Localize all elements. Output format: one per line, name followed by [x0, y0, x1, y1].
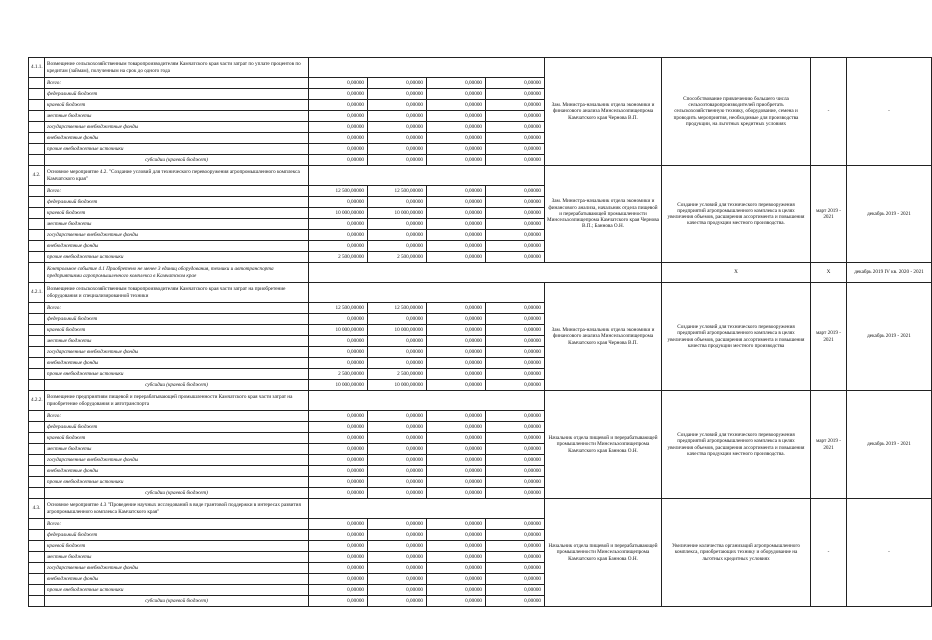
funding-source-label: Всего: — [45, 411, 309, 422]
amount-cell: 0,00000 — [427, 219, 486, 230]
amount-cell: 0,00000 — [486, 197, 545, 208]
funding-source-label: краевой бюджет — [45, 325, 309, 336]
amount-cell: 0,00000 — [486, 303, 545, 314]
funding-source-label: местные бюджеты — [45, 111, 309, 122]
funding-source-label: субсидии (краевой бюджет) — [45, 155, 309, 166]
amount-cell: 0,00000 — [309, 89, 368, 100]
amount-cell: 0,00000 — [368, 347, 427, 358]
title-values-empty — [309, 499, 545, 519]
amount-cell: 0,00000 — [486, 477, 545, 488]
amount-cell: 0,00000 — [368, 336, 427, 347]
amount-cell: 0,00000 — [309, 314, 368, 325]
amount-cell: 0,00000 — [427, 89, 486, 100]
row-index-cell — [29, 111, 45, 122]
event-mid-mark: Х — [662, 263, 811, 283]
amount-cell: 0,00000 — [368, 530, 427, 541]
expected-result: Создание условий для технического перевооружения предприятий агропромышленного комплекса в целях увеличения объемов, расширения ассортимента и повышения качества продукции местного производства. — [662, 166, 811, 263]
amount-cell: 0,00000 — [368, 488, 427, 499]
amount-cell: 0,00000 — [309, 347, 368, 358]
end-date: - — [847, 58, 932, 166]
funding-source-label: прочие внебюджетные источники — [45, 477, 309, 488]
row-index-cell — [29, 552, 45, 563]
control-event-row — [29, 263, 932, 283]
amount-cell: 0,00000 — [427, 541, 486, 552]
funding-source-label: Всего: — [45, 519, 309, 530]
amount-cell: 0,00000 — [309, 122, 368, 133]
amount-cell: 12 500,00000 — [309, 303, 368, 314]
title-values-empty — [309, 166, 545, 186]
amount-cell: 0,00000 — [427, 241, 486, 252]
row-index-cell — [29, 219, 45, 230]
funding-source-label: внебюджетные фонды — [45, 241, 309, 252]
amount-cell: 0,00000 — [368, 100, 427, 111]
amount-cell: 0,00000 — [368, 433, 427, 444]
amount-cell: 0,00000 — [427, 78, 486, 89]
expected-result: Увеличение количества организаций агропромышленного комплекса, приобретающих технику и оборудование на льготных кредитных условиях — [662, 499, 811, 607]
amount-cell: 2 500,00000 — [368, 369, 427, 380]
amount-cell: 2 500,00000 — [309, 369, 368, 380]
measure-code: 4.2.2. — [29, 391, 45, 411]
amount-cell: 0,00000 — [368, 455, 427, 466]
amount-cell: 0,00000 — [309, 133, 368, 144]
row-index-cell — [29, 252, 45, 263]
row-index-cell — [29, 519, 45, 530]
measure-title: Возмещение сельскохозяйственным товаропроизводителям Камчатского края части затрат на приобретение оборудования и специализированной техники — [45, 283, 309, 303]
measure-title: Возмещение предприятиям пищевой и перерабатывающей промышленности Камчатского края части затрат на приобретение оборудования и автотранспорта — [45, 391, 309, 411]
event-values-empty — [309, 263, 662, 283]
row-index-cell — [29, 100, 45, 111]
amount-cell: 0,00000 — [368, 519, 427, 530]
measure-title: Основное мероприятие 4.2. "Создание условий для технического перевооружения агропромышленного комплекса Камчатского края" — [45, 166, 309, 186]
event-start-mark: Х — [811, 263, 847, 283]
amount-cell: 0,00000 — [486, 186, 545, 197]
amount-cell: 0,00000 — [486, 358, 545, 369]
row-index-cell — [29, 347, 45, 358]
funding-source-label: прочие внебюджетные источники — [45, 369, 309, 380]
funding-source-label: прочие внебюджетные источники — [45, 144, 309, 155]
amount-cell: 0,00000 — [427, 100, 486, 111]
amount-cell: 0,00000 — [368, 241, 427, 252]
end-date: декабрь 2019 - 2021 — [847, 391, 932, 499]
amount-cell: 0,00000 — [486, 369, 545, 380]
amount-cell: 0,00000 — [368, 314, 427, 325]
amount-cell: 0,00000 — [368, 422, 427, 433]
amount-cell: 0,00000 — [486, 241, 545, 252]
amount-cell: 0,00000 — [486, 488, 545, 499]
amount-cell: 2 500,00000 — [368, 252, 427, 263]
row-index-cell — [29, 530, 45, 541]
expected-result: Создание условий для технического перевооружения предприятий агропромышленного комплекса в целях увеличения объемов, расширения ассортимента и повышения качества продукции местного производства — [662, 283, 811, 391]
amount-cell: 0,00000 — [486, 422, 545, 433]
responsible-person: Зам. Министра-начальник отдела экономики и финансового анализа Минсельхозпищепрома Камчатского края Чернова В.П. — [545, 283, 662, 391]
amount-cell: 0,00000 — [368, 230, 427, 241]
funding-source-label: федеральный бюджет — [45, 197, 309, 208]
measure-title: Основное мероприятие 4.3 "Проведение научных исследований в виде грантовой поддержки в интересах развития агропромышленного комплекса Камчатского края" — [45, 499, 309, 519]
funding-source-label: государственные внебюджетные фонды — [45, 563, 309, 574]
measure-code: 4.3. — [29, 499, 45, 519]
amount-cell: 0,00000 — [368, 78, 427, 89]
funding-source-label: местные бюджеты — [45, 219, 309, 230]
amount-cell: 0,00000 — [427, 444, 486, 455]
amount-cell: 0,00000 — [309, 422, 368, 433]
amount-cell: 0,00000 — [427, 155, 486, 166]
amount-cell: 0,00000 — [309, 78, 368, 89]
amount-cell: 0,00000 — [486, 444, 545, 455]
funding-source-label: Всего: — [45, 78, 309, 89]
end-date: декабрь 2019 - 2021 — [847, 283, 932, 391]
amount-cell: 0,00000 — [427, 380, 486, 391]
measure-code: 4.2.1. — [29, 283, 45, 303]
amount-cell: 0,00000 — [309, 111, 368, 122]
amount-cell: 0,00000 — [486, 133, 545, 144]
amount-cell: 0,00000 — [427, 336, 486, 347]
row-index-cell — [29, 477, 45, 488]
amount-cell: 0,00000 — [427, 252, 486, 263]
end-date: декабрь 2019 - 2021 — [847, 166, 932, 263]
row-index-cell — [29, 574, 45, 585]
amount-cell: 0,00000 — [309, 519, 368, 530]
amount-cell: 0,00000 — [309, 336, 368, 347]
amount-cell: 0,00000 — [486, 574, 545, 585]
row-index-cell — [29, 488, 45, 499]
amount-cell: 0,00000 — [368, 563, 427, 574]
row-index-cell — [29, 422, 45, 433]
funding-source-label: краевой бюджет — [45, 100, 309, 111]
amount-cell: 0,00000 — [427, 186, 486, 197]
title-values-empty — [309, 58, 545, 78]
row-index-cell — [29, 369, 45, 380]
start-date: март 2019 - 2021 — [811, 391, 847, 499]
amount-cell: 0,00000 — [309, 466, 368, 477]
amount-cell: 0,00000 — [427, 488, 486, 499]
row-index-cell — [29, 89, 45, 100]
amount-cell: 0,00000 — [486, 596, 545, 607]
amount-cell: 0,00000 — [368, 89, 427, 100]
control-event-text: Контрольное событие 4.1 Приобретено не менее 3 единиц оборудования, техники и автотранспорта предприятиями агропромышленного комплекса в Камчатском крае — [45, 263, 309, 283]
amount-cell: 0,00000 — [368, 444, 427, 455]
amount-cell: 0,00000 — [427, 477, 486, 488]
amount-cell: 0,00000 — [368, 596, 427, 607]
amount-cell: 0,00000 — [427, 519, 486, 530]
responsible-person: Зам. Министра-начальник отдела экономики и финансового анализа, начальник отдела пищевой и перерабатывающей промышленности Минсельхозпищепрома Камчатского края Чернова В.П.; Баннова О.Н. — [545, 166, 662, 263]
row-index-cell — [29, 230, 45, 241]
responsible-person: Начальник отдела пищевой и перерабатывающей промышленности Минсельхозпищепрома Камчатского края Баннова О.Н. — [545, 391, 662, 499]
amount-cell: 0,00000 — [309, 488, 368, 499]
amount-cell: 0,00000 — [368, 111, 427, 122]
amount-cell: 0,00000 — [486, 325, 545, 336]
amount-cell: 0,00000 — [309, 155, 368, 166]
measure-title-row — [29, 283, 932, 303]
amount-cell: 0,00000 — [486, 380, 545, 391]
amount-cell: 0,00000 — [427, 303, 486, 314]
amount-cell: 0,00000 — [427, 347, 486, 358]
amount-cell: 0,00000 — [309, 241, 368, 252]
amount-cell: 0,00000 — [486, 100, 545, 111]
amount-cell: 0,00000 — [309, 219, 368, 230]
amount-cell: 0,00000 — [486, 563, 545, 574]
row-index-cell — [29, 303, 45, 314]
amount-cell: 0,00000 — [309, 358, 368, 369]
event-end-date: декабрь 2019 IV кв. 2020 - 2021 — [847, 263, 932, 283]
amount-cell: 0,00000 — [427, 466, 486, 477]
amount-cell: 0,00000 — [309, 596, 368, 607]
amount-cell: 0,00000 — [309, 444, 368, 455]
funding-source-label: государственные внебюджетные фонды — [45, 230, 309, 241]
amount-cell: 0,00000 — [486, 530, 545, 541]
measure-title-row — [29, 58, 932, 78]
expected-result: Способствование привлечению большего числа сельхозтоваропроизводителей приобретать сельскохозяйственную технику, оборудование, семена и проводить мероприятия, необходимые для производства продукции, на льготных кредитных условиях — [662, 58, 811, 166]
amount-cell: 0,00000 — [427, 325, 486, 336]
amount-cell: 10 000,00000 — [309, 325, 368, 336]
start-date: март 2019 - 2021 — [811, 283, 847, 391]
funding-source-label: Всего: — [45, 186, 309, 197]
amount-cell: 0,00000 — [309, 144, 368, 155]
amount-cell: 12 500,00000 — [309, 186, 368, 197]
amount-cell: 0,00000 — [368, 585, 427, 596]
funding-source-label: Всего: — [45, 303, 309, 314]
row-index-cell — [29, 541, 45, 552]
amount-cell: 0,00000 — [427, 433, 486, 444]
funding-source-label: прочие внебюджетные источники — [45, 585, 309, 596]
funding-source-label: местные бюджеты — [45, 444, 309, 455]
measure-title-row — [29, 499, 932, 519]
amount-cell: 0,00000 — [427, 144, 486, 155]
funding-source-label: внебюджетные фонды — [45, 133, 309, 144]
amount-cell: 0,00000 — [486, 78, 545, 89]
row-index-cell — [29, 444, 45, 455]
amount-cell: 0,00000 — [486, 519, 545, 530]
amount-cell: 10 000,00000 — [368, 380, 427, 391]
measure-code: 4.1.1. — [29, 58, 45, 78]
funding-source-label: местные бюджеты — [45, 552, 309, 563]
funding-source-label: внебюджетные фонды — [45, 574, 309, 585]
amount-cell: 0,00000 — [368, 541, 427, 552]
end-date: - — [847, 499, 932, 607]
row-index-cell — [29, 197, 45, 208]
amount-cell: 0,00000 — [427, 455, 486, 466]
row-index-cell — [29, 455, 45, 466]
row-index-cell — [29, 133, 45, 144]
amount-cell: 0,00000 — [309, 433, 368, 444]
amount-cell: 0,00000 — [368, 411, 427, 422]
amount-cell: 0,00000 — [486, 433, 545, 444]
amount-cell: 0,00000 — [486, 552, 545, 563]
amount-cell: 0,00000 — [427, 596, 486, 607]
row-index-cell — [29, 466, 45, 477]
amount-cell: 0,00000 — [427, 197, 486, 208]
expected-result: Создание условий для технического перевооружения предприятий агропромышленного комплекса в целях увеличения объемов, расширения ассортимента и повышения качества продукции местного производства. — [662, 391, 811, 499]
row-index-cell — [29, 314, 45, 325]
amount-cell: 0,00000 — [486, 219, 545, 230]
amount-cell: 0,00000 — [368, 144, 427, 155]
amount-cell: 0,00000 — [486, 208, 545, 219]
funding-source-label: прочие внебюджетные источники — [45, 252, 309, 263]
row-index-cell — [29, 122, 45, 133]
amount-cell: 0,00000 — [368, 197, 427, 208]
amount-cell: 0,00000 — [486, 230, 545, 241]
row-index-cell — [29, 585, 45, 596]
amount-cell: 0,00000 — [368, 552, 427, 563]
funding-source-label: федеральный бюджет — [45, 314, 309, 325]
budget-table-sheet — [28, 57, 924, 604]
start-date: - — [811, 58, 847, 166]
funding-source-label: государственные внебюджетные фонды — [45, 455, 309, 466]
funding-source-label: внебюджетные фонды — [45, 358, 309, 369]
amount-cell: 0,00000 — [427, 122, 486, 133]
amount-cell: 0,00000 — [427, 585, 486, 596]
funding-source-label: внебюджетные фонды — [45, 466, 309, 477]
amount-cell: 0,00000 — [486, 314, 545, 325]
row-index-cell — [29, 336, 45, 347]
amount-cell: 0,00000 — [368, 574, 427, 585]
amount-cell: 0,00000 — [309, 455, 368, 466]
amount-cell: 0,00000 — [309, 585, 368, 596]
funding-source-label: федеральный бюджет — [45, 422, 309, 433]
amount-cell: 0,00000 — [486, 585, 545, 596]
start-date: - — [811, 499, 847, 607]
funding-source-label: федеральный бюджет — [45, 530, 309, 541]
amount-cell: 0,00000 — [309, 477, 368, 488]
funding-source-label: краевой бюджет — [45, 433, 309, 444]
amount-cell: 0,00000 — [309, 411, 368, 422]
amount-cell: 0,00000 — [309, 100, 368, 111]
amount-cell: 0,00000 — [486, 111, 545, 122]
event-code-cell — [29, 263, 45, 283]
funding-source-label: государственные внебюджетные фонды — [45, 122, 309, 133]
budget-table — [28, 57, 932, 607]
amount-cell: 0,00000 — [427, 530, 486, 541]
row-index-cell — [29, 144, 45, 155]
amount-cell: 0,00000 — [427, 111, 486, 122]
responsible-person: Зам. Министра-начальник отдела экономики и финансового анализа Минсельхозпищепрома Камчатского края Чернова В.П. — [545, 58, 662, 166]
start-date: март 2019 - 2021 — [811, 166, 847, 263]
funding-source-label: местные бюджеты — [45, 336, 309, 347]
amount-cell: 0,00000 — [486, 455, 545, 466]
amount-cell: 0,00000 — [368, 219, 427, 230]
amount-cell: 10 000,00000 — [368, 325, 427, 336]
amount-cell: 0,00000 — [368, 155, 427, 166]
funding-source-label: федеральный бюджет — [45, 89, 309, 100]
funding-source-label: государственные внебюджетные фонды — [45, 347, 309, 358]
amount-cell: 10 000,00000 — [309, 380, 368, 391]
funding-source-label: субсидии (краевой бюджет) — [45, 488, 309, 499]
amount-cell: 0,00000 — [427, 133, 486, 144]
row-index-cell — [29, 186, 45, 197]
row-index-cell — [29, 596, 45, 607]
amount-cell: 0,00000 — [486, 347, 545, 358]
amount-cell: 10 000,00000 — [309, 208, 368, 219]
amount-cell: 0,00000 — [368, 477, 427, 488]
title-values-empty — [309, 283, 545, 303]
amount-cell: 0,00000 — [427, 574, 486, 585]
amount-cell: 2 500,00000 — [309, 252, 368, 263]
amount-cell: 0,00000 — [368, 133, 427, 144]
row-index-cell — [29, 241, 45, 252]
amount-cell: 0,00000 — [486, 466, 545, 477]
row-index-cell — [29, 411, 45, 422]
amount-cell: 0,00000 — [309, 530, 368, 541]
amount-cell: 12 500,00000 — [368, 303, 427, 314]
measure-title: Возмещение сельскохозяйственным товаропроизводителям Камчатского края части затрат по уплате процентов по кредитам (займам), полученным на срок до одного года — [45, 58, 309, 78]
amount-cell: 0,00000 — [427, 208, 486, 219]
amount-cell: 0,00000 — [309, 541, 368, 552]
measure-title-row — [29, 166, 932, 186]
funding-source-label: краевой бюджет — [45, 541, 309, 552]
amount-cell: 0,00000 — [427, 314, 486, 325]
amount-cell: 0,00000 — [309, 552, 368, 563]
amount-cell: 0,00000 — [486, 411, 545, 422]
amount-cell: 0,00000 — [368, 122, 427, 133]
row-index-cell — [29, 380, 45, 391]
row-index-cell — [29, 433, 45, 444]
amount-cell: 0,00000 — [427, 230, 486, 241]
amount-cell: 0,00000 — [486, 155, 545, 166]
amount-cell: 0,00000 — [427, 411, 486, 422]
amount-cell: 0,00000 — [486, 541, 545, 552]
amount-cell: 0,00000 — [427, 369, 486, 380]
title-values-empty — [309, 391, 545, 411]
funding-source-label: субсидии (краевой бюджет) — [45, 596, 309, 607]
amount-cell: 0,00000 — [427, 552, 486, 563]
amount-cell: 0,00000 — [427, 422, 486, 433]
amount-cell: 0,00000 — [427, 563, 486, 574]
funding-source-label: краевой бюджет — [45, 208, 309, 219]
responsible-person: Начальник отдела пищевой и перерабатывающей промышленности Минсельхозпищепрома Камчатского края Баннова О.Н. — [545, 499, 662, 607]
amount-cell: 10 000,00000 — [368, 208, 427, 219]
funding-source-label: субсидии (краевой бюджет) — [45, 380, 309, 391]
amount-cell: 0,00000 — [486, 89, 545, 100]
row-index-cell — [29, 563, 45, 574]
measure-code: 4.2. — [29, 166, 45, 186]
amount-cell: 0,00000 — [486, 252, 545, 263]
amount-cell: 0,00000 — [309, 197, 368, 208]
amount-cell: 0,00000 — [368, 466, 427, 477]
amount-cell: 0,00000 — [309, 574, 368, 585]
amount-cell: 0,00000 — [486, 144, 545, 155]
row-index-cell — [29, 155, 45, 166]
amount-cell: 0,00000 — [368, 358, 427, 369]
amount-cell: 0,00000 — [309, 563, 368, 574]
amount-cell: 0,00000 — [309, 230, 368, 241]
measure-title-row — [29, 391, 932, 411]
row-index-cell — [29, 358, 45, 369]
row-index-cell — [29, 78, 45, 89]
amount-cell: 12 500,00000 — [368, 186, 427, 197]
amount-cell: 0,00000 — [486, 336, 545, 347]
row-index-cell — [29, 325, 45, 336]
row-index-cell — [29, 208, 45, 219]
amount-cell: 0,00000 — [427, 358, 486, 369]
amount-cell: 0,00000 — [486, 122, 545, 133]
